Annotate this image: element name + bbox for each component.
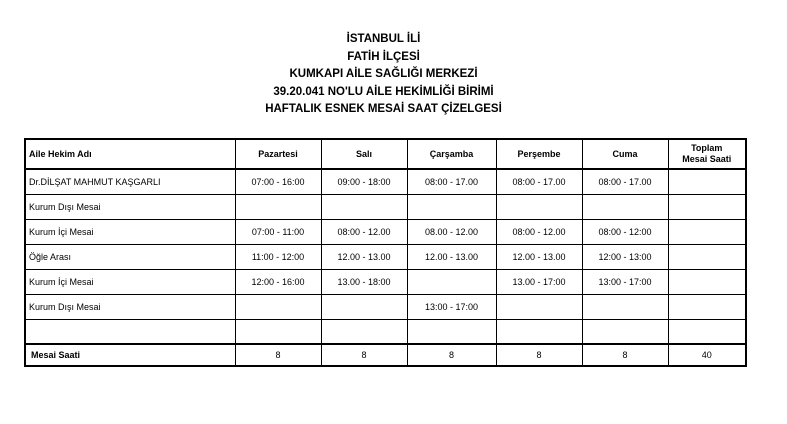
cell-thursday: 12.00 - 13.00 [496,244,582,269]
header-province: İSTANBUL İLİ [346,33,421,45]
header-health-center: KUMKAPI AİLE SAĞLIĞI MERKEZİ [289,68,478,81]
cell-tuesday: 12.00 - 13.00 [321,244,407,269]
cell-monday: 11:00 - 12:00 [235,244,321,269]
cell-wednesday: 08.00 - 12.00 [407,219,496,244]
header-schedule-title: HAFTALIK ESNEK MESAİ SAAT ÇİZELGESİ [265,103,502,116]
total-tuesday: 8 [321,344,407,366]
row-label: Kurum İçi Mesai [25,219,235,244]
cell-thursday [496,319,582,344]
cell-monday [235,319,321,344]
cell-friday: 08:00 - 17.00 [582,169,668,194]
cell-monday: 12:00 - 16:00 [235,269,321,294]
cell-friday [582,294,668,319]
col-header-thursday: Perşembe [496,139,582,169]
cell-total [668,219,746,244]
cell-tuesday: 13.00 - 18:00 [321,269,407,294]
cell-total [668,244,746,269]
cell-tuesday: 09:00 - 18:00 [321,169,407,194]
total-monday: 8 [235,344,321,366]
cell-monday [235,194,321,219]
row-label: Kurum İçi Mesai [25,269,235,294]
total-row-label: Mesai Saati [25,344,235,366]
cell-friday [582,319,668,344]
total-friday: 8 [582,344,668,366]
cell-tuesday: 08:00 - 12.00 [321,219,407,244]
col-header-total-line2: Mesai Saati [682,154,732,164]
col-header-total [668,139,746,169]
document-header [0,31,787,119]
weekly-schedule-table [24,138,747,367]
total-wednesday: 8 [407,344,496,366]
cell-monday: 07:00 - 16:00 [235,169,321,194]
cell-friday: 08:00 - 12:00 [582,219,668,244]
col-header-wednesday: Çarşamba [407,139,496,169]
table-row [25,269,746,294]
cell-total [668,294,746,319]
cell-friday: 12:00 - 13:00 [582,244,668,269]
cell-thursday: 08:00 - 17.00 [496,169,582,194]
cell-thursday: 08:00 - 12.00 [496,219,582,244]
table-row [25,194,746,219]
row-label: Kurum Dışı Mesai [25,194,235,219]
table-header-row [25,139,746,169]
cell-monday: 07:00 - 11:00 [235,219,321,244]
cell-wednesday: 08:00 - 17.00 [407,169,496,194]
row-label [25,319,235,344]
row-label: Kurum Dışı Mesai [25,294,235,319]
cell-total [668,319,746,344]
cell-monday [235,294,321,319]
cell-friday [582,194,668,219]
row-label: Öğle Arası [25,244,235,269]
col-header-friday: Cuma [582,139,668,169]
cell-wednesday [407,269,496,294]
row-label: Dr.DİLŞAT MAHMUT KAŞGARLI [25,169,235,194]
total-thursday: 8 [496,344,582,366]
cell-thursday [496,194,582,219]
table-row [25,244,746,269]
cell-thursday: 13.00 - 17:00 [496,269,582,294]
table-row [25,169,746,194]
cell-wednesday: 12.00 - 13.00 [407,244,496,269]
cell-total [668,169,746,194]
total-weekly: 40 [668,344,746,366]
table-row [25,219,746,244]
cell-tuesday [321,319,407,344]
col-header-monday: Pazartesi [235,139,321,169]
cell-total [668,269,746,294]
table-row [25,294,746,319]
cell-wednesday [407,319,496,344]
col-header-total-line1: Toplam [691,143,723,153]
header-unit: 39.20.041 NO'LU AİLE HEKİMLİĞİ BİRİMİ [273,85,494,98]
cell-friday: 13:00 - 17:00 [582,269,668,294]
cell-wednesday: 13:00 - 17:00 [407,294,496,319]
cell-total [668,194,746,219]
cell-wednesday [407,194,496,219]
table-row [25,319,746,344]
cell-tuesday [321,294,407,319]
total-row [25,344,746,366]
header-district: FATİH İLÇESİ [347,50,420,63]
cell-tuesday [321,194,407,219]
col-header-tuesday: Salı [321,139,407,169]
col-header-name: Aile Hekim Adı [25,139,235,169]
cell-thursday [496,294,582,319]
